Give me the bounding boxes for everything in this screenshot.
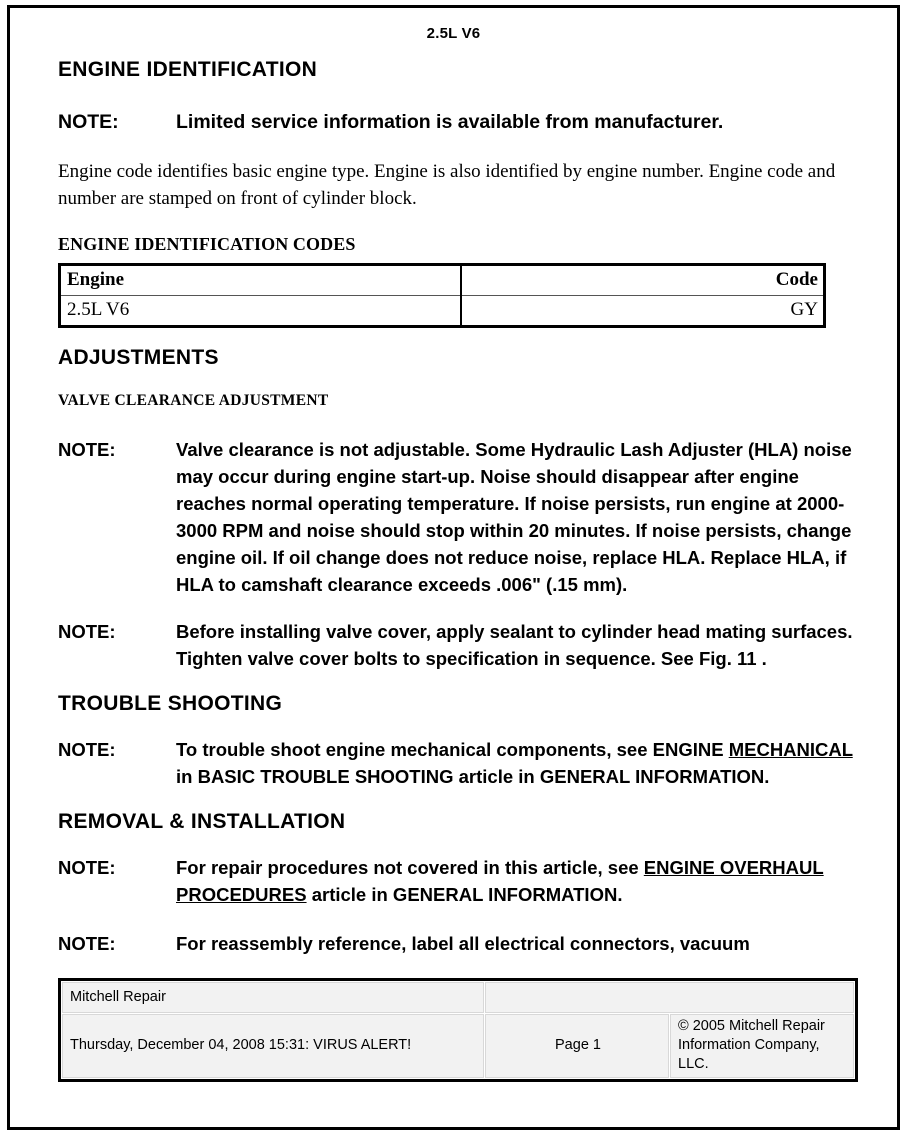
note-text-before: To trouble shoot engine mechanical components, see ENGINE bbox=[176, 739, 729, 760]
footer-timestamp: Thursday, December 04, 2008 15:31: VIRUS ALERT! bbox=[62, 1014, 485, 1079]
heading-removal-installation: REMOVAL & INSTALLATION bbox=[58, 810, 346, 833]
note-label: NOTE: bbox=[58, 439, 116, 460]
spacer bbox=[58, 790, 858, 810]
note-valve-clearance bbox=[58, 436, 858, 598]
note-label: NOTE: bbox=[58, 111, 119, 133]
heading-trouble-shooting: TROUBLE SHOOTING bbox=[58, 692, 283, 715]
note-label: NOTE: bbox=[58, 857, 116, 878]
document-body bbox=[58, 58, 858, 957]
table-header-row bbox=[60, 265, 825, 296]
spacer bbox=[58, 908, 858, 930]
note-text: For reassembly reference, label all electrical connectors, vacuum bbox=[176, 933, 750, 954]
spacer bbox=[58, 410, 858, 436]
table-row bbox=[60, 296, 825, 327]
footer-table bbox=[61, 981, 855, 1079]
footer-page-number: Page 1 bbox=[485, 1014, 670, 1079]
table-cell-engine: 2.5L V6 bbox=[60, 296, 462, 327]
cross-reference-engine-mechanical[interactable]: MECHANICAL bbox=[728, 739, 853, 760]
note-text-after: in BASIC TROUBLE SHOOTING article in GENERAL INFORMATION. bbox=[176, 766, 770, 787]
note-label: NOTE: bbox=[58, 621, 116, 642]
footer-copyright: © 2005 Mitchell Repair Information Company, LLC. bbox=[670, 1014, 855, 1079]
spacer bbox=[58, 834, 858, 854]
note-engine-identification bbox=[58, 108, 858, 136]
running-head: 2.5L V6 bbox=[426, 25, 481, 42]
note-repair-procedures bbox=[58, 854, 858, 908]
page-footer bbox=[58, 978, 858, 1082]
spacer bbox=[58, 370, 858, 392]
caption-engine-identification-codes: ENGINE IDENTIFICATION CODES bbox=[58, 234, 356, 254]
paragraph-engine-code: Engine code identifies basic engine type. Engine is also identified by engine number. Engine code and number are stamped on front of cylinder block. bbox=[58, 161, 836, 209]
spacer bbox=[58, 598, 858, 618]
note-label: NOTE: bbox=[58, 933, 116, 954]
table-header-engine: Engine bbox=[60, 265, 462, 296]
spacer bbox=[58, 672, 858, 692]
table-cell-code: GY bbox=[790, 299, 818, 320]
note-trouble-shooting bbox=[58, 736, 858, 790]
note-text: Before installing valve cover, apply sealant to cylinder head mating surfaces. Tighten valve cover bolts to specification in sequence. See Fig. 11 . bbox=[176, 621, 853, 669]
spacer bbox=[58, 136, 858, 158]
page-content-area bbox=[10, 8, 897, 1127]
spacer bbox=[58, 328, 858, 346]
note-text: Limited service information is available from manufacturer. bbox=[176, 111, 724, 133]
heading-engine-identification: ENGINE IDENTIFICATION bbox=[58, 58, 318, 81]
spacer bbox=[58, 82, 858, 108]
note-text: Valve clearance is not adjustable. Some Hydraulic Lash Adjuster (HLA) noise may occur during engine start-up. Noise should disappear after engine reaches normal operating temperature. If noise persists, run engine at 2000-3000 RPM and noise should stop within 20 minutes. If noise persists, change engine oil. If oil change does not reduce noise, replace HLA. Replace HLA, if HLA to camshaft clearance exceeds .006" (.15 mm). bbox=[176, 439, 852, 595]
note-reassembly-reference bbox=[58, 930, 858, 957]
note-label: NOTE: bbox=[58, 739, 116, 760]
footer-row-meta bbox=[62, 1014, 855, 1079]
subheading-valve-clearance-adjustment: VALVE CLEARANCE ADJUSTMENT bbox=[58, 392, 329, 409]
table-engine-identification-codes bbox=[58, 263, 826, 328]
note-text-after: article in GENERAL INFORMATION. bbox=[306, 884, 623, 905]
heading-adjustments: ADJUSTMENTS bbox=[58, 346, 219, 369]
cross-reference-engine-overhaul-procedures[interactable]: ENGINE OVERHAUL PROCEDURES bbox=[176, 857, 824, 905]
note-valve-cover bbox=[58, 618, 858, 672]
note-text bbox=[176, 736, 858, 790]
page-sheet bbox=[7, 5, 900, 1130]
spacer bbox=[58, 212, 858, 234]
table-header-code: Code bbox=[461, 265, 825, 296]
footer-blank-cell bbox=[485, 982, 855, 1014]
note-text bbox=[176, 854, 858, 908]
spacer bbox=[58, 716, 858, 736]
spacer bbox=[58, 255, 858, 263]
footer-row-brand bbox=[62, 982, 855, 1014]
footer-brand: Mitchell Repair bbox=[62, 982, 485, 1014]
note-text-before: For repair procedures not covered in this article, see bbox=[176, 857, 644, 878]
